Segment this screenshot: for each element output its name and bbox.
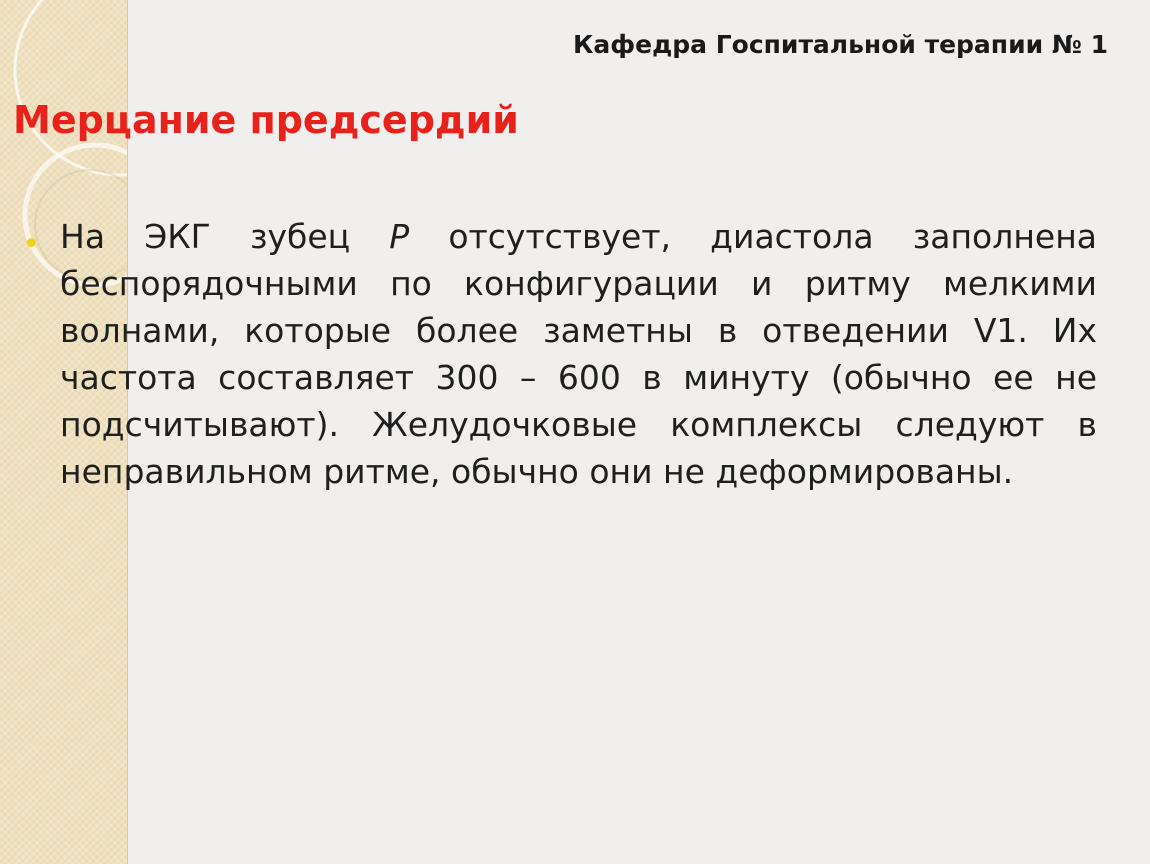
p-wave-label: Р	[389, 217, 410, 256]
slide-title: Мерцание предсердий	[13, 98, 519, 142]
department-header: Кафедра Госпитальной терапии № 1	[573, 30, 1108, 59]
bullet-dot-icon	[27, 238, 36, 247]
bullet-text-part-2: отсутствует, диастола заполнена беспорядочными по конфигурации и ритму мелкими волнами, которые более заметны в отведении V1. Их частота составляет 300 – 600 в минуту (обычно ее не подсчитывают). Желудочковые комплексы следуют в неправильном ритме, обычно они не деформированы.	[60, 217, 1097, 491]
bullet-paragraph	[60, 213, 1097, 495]
bullet-text-part-1: На ЭКГ зубец	[60, 217, 390, 256]
bullet-text	[60, 213, 1097, 495]
